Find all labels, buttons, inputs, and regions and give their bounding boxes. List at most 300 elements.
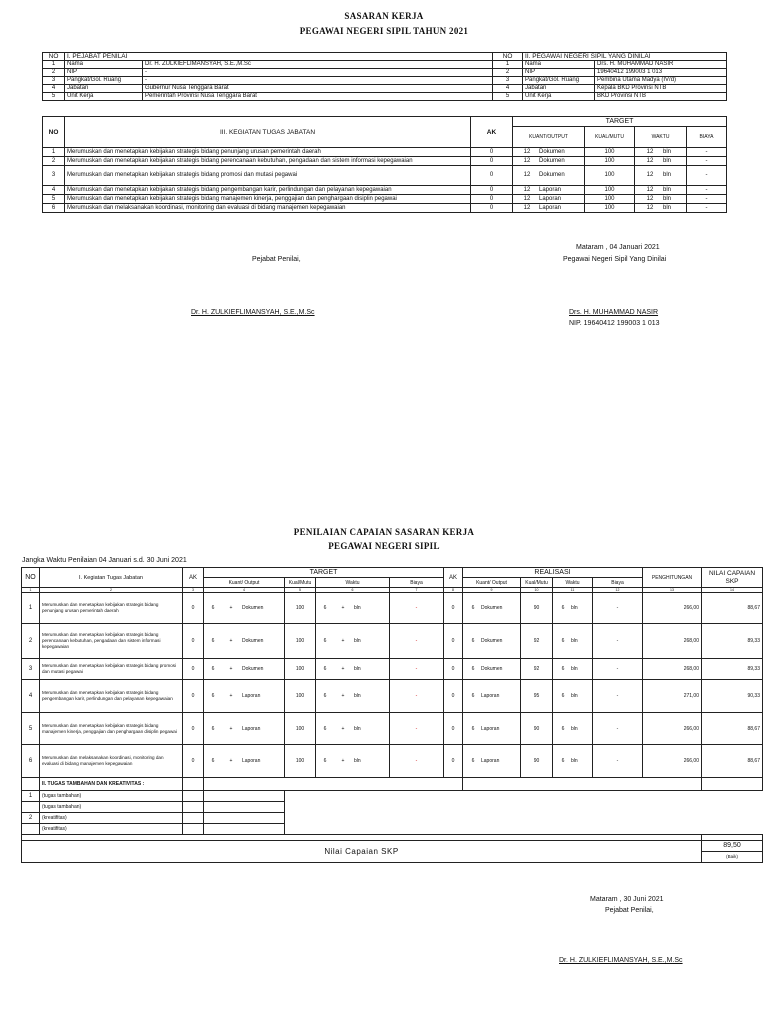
task-text: Merumuskan dan menetapkan kebijakan strategis bidang promosi dan mutasi pegawai	[65, 166, 471, 186]
task-qty: 12	[523, 172, 531, 178]
task-waktu-unit: bln	[663, 186, 672, 193]
official-field: Jabatan	[65, 85, 143, 93]
p-row-t-waktu	[316, 593, 390, 624]
task-biaya: -	[687, 157, 727, 166]
p-r-kuant: Kuant/ Output	[463, 578, 521, 588]
p-row-r-ak: 0	[444, 659, 463, 680]
p-r-wunit: bln	[571, 605, 578, 611]
extra-no	[22, 802, 40, 813]
p-extra-real-block	[463, 778, 702, 791]
p-r-wunit: bln	[571, 638, 578, 644]
column-number: 14	[702, 588, 763, 593]
p-ak-header: AK	[183, 568, 204, 588]
official-left-value: Dr. H. ZULKIEFLIMANSYAH, S.E.,M.Sc	[143, 61, 493, 69]
p-t-w-sym: +	[341, 758, 345, 764]
p-r-kual: Kual/Mutu	[521, 578, 553, 588]
task-waktu-value: 12	[646, 172, 654, 178]
p-t-wunit: bln	[354, 638, 361, 644]
task-row	[43, 148, 727, 157]
p-summary-value: 89,50	[702, 841, 762, 852]
official-right-value: Kepala BKD Provinsi NTB	[595, 85, 727, 93]
p-t-w: 6	[323, 758, 327, 764]
column-number: 2	[40, 588, 183, 593]
target-col-biaya: BIAYA	[687, 127, 727, 148]
pejabat-penilai-header: I. PEJABAT PENILAI	[65, 53, 493, 61]
task-waktu	[635, 166, 687, 186]
p-row-t-kuant	[204, 593, 285, 624]
p-r-qty: 6	[471, 666, 475, 672]
p-row-r-kuant	[463, 624, 521, 659]
task-waktu-unit: bln	[663, 195, 672, 202]
official-left-value: Pemerintah Provinsi Nusa Tenggara Barat	[143, 93, 493, 101]
p-row-ak: 0	[183, 680, 204, 713]
p-row-t-mutu: 100	[285, 624, 316, 659]
column-number: 5	[285, 588, 316, 593]
p-row-t-biaya: -	[390, 713, 444, 745]
p-target-header: TARGET	[204, 568, 444, 578]
p-row-nilai: 89,33	[702, 659, 763, 680]
p-t-w: 6	[323, 605, 327, 611]
doc1-left-sig-label: Pejabat Penilai,	[252, 256, 301, 263]
task-no: 5	[43, 195, 65, 204]
task-ak: 0	[471, 195, 513, 204]
p-r-w: 6	[561, 725, 565, 732]
task-unit: Dokumen	[539, 148, 565, 155]
p-row-no: 4	[22, 680, 40, 713]
doc1-subtitle: PEGAWAI NEGERI SIPIL TAHUN 2021	[299, 26, 469, 36]
p-row-t-biaya: -	[390, 680, 444, 713]
task-waktu-unit: bln	[663, 157, 672, 164]
task-kuant	[513, 195, 585, 204]
p-task-header: I. Kegiatan Tugas Jabatan	[40, 568, 183, 588]
p-row-r-mutu: 90	[521, 593, 553, 624]
p-t-unit: Laporan	[242, 693, 261, 699]
task-no: 1	[43, 148, 65, 157]
p-row-r-biaya: -	[593, 680, 643, 713]
p-r-qty: 6	[471, 638, 475, 644]
p-summary-cell	[702, 841, 763, 863]
p-r-w: 6	[561, 758, 565, 764]
official-row	[43, 93, 727, 101]
p-no-header: NO	[22, 568, 40, 588]
penilaian-row	[22, 713, 763, 745]
p-ak-real-header: AK	[444, 568, 463, 588]
task-kuant	[513, 186, 585, 195]
doc2-title: PENILAIAN CAPAIAN SASARAN KERJA	[293, 527, 475, 537]
ak-header: AK	[471, 117, 513, 148]
task-ak: 0	[471, 157, 513, 166]
extra-text: (tugas tambahan)	[40, 802, 183, 813]
p-t-wunit: bln	[354, 666, 361, 672]
task-mutu: 100	[585, 148, 635, 157]
extra-nilai	[204, 813, 285, 824]
official-no: 5	[43, 93, 65, 101]
p-row-no: 6	[22, 745, 40, 778]
p-t-unit: Laporan	[242, 725, 261, 732]
column-number: 10	[521, 588, 553, 593]
p-t-sym: +	[229, 666, 233, 672]
p-t-w-sym: +	[341, 666, 345, 672]
p-row-ak: 0	[183, 745, 204, 778]
official-no: 3	[43, 77, 65, 85]
p-row-r-ak: 0	[444, 593, 463, 624]
p-r-wunit: bln	[571, 666, 578, 672]
p-r-w: 6	[561, 666, 565, 672]
p-row-t-biaya: -	[390, 745, 444, 778]
penilaian-row	[22, 680, 763, 713]
p-row-t-mutu: 100	[285, 680, 316, 713]
p-row-no: 3	[22, 659, 40, 680]
penilaian-table	[21, 567, 763, 863]
target-col-waktu: WAKTU	[635, 127, 687, 148]
official-right-value: Drs. H. MUHAMMAD NASIR	[595, 61, 727, 69]
task-mutu: 100	[585, 195, 635, 204]
column-number: 13	[643, 588, 702, 593]
extra-row	[22, 824, 763, 835]
official-no-right: 2	[493, 69, 523, 77]
p-row-hitung: 266,00	[643, 593, 702, 624]
p-row-t-biaya: -	[390, 624, 444, 659]
p-r-waktu: Waktu	[553, 578, 593, 588]
p-row-r-mutu: 90	[521, 745, 553, 778]
task-biaya: -	[687, 186, 727, 195]
extra-row	[22, 791, 763, 802]
task-ak: 0	[471, 166, 513, 186]
task-waktu-value: 12	[646, 186, 654, 193]
p-row-r-ak: 0	[444, 745, 463, 778]
p-row-t-waktu	[316, 680, 390, 713]
p-t-qty: 6	[211, 605, 215, 611]
task-waktu	[635, 157, 687, 166]
column-number: 11	[553, 588, 593, 593]
p-r-w: 6	[561, 605, 565, 611]
task-biaya: -	[687, 204, 727, 213]
penilaian-row	[22, 624, 763, 659]
doc2-sig-name: Dr. H. ZULKIEFLIMANSYAH, S.E.,M.Sc	[559, 957, 683, 964]
doc1-right-sig-nip: NIP. 19640412 199003 1 013	[569, 320, 660, 327]
p-row-r-mutu: 92	[521, 659, 553, 680]
column-number: 12	[593, 588, 643, 593]
p-t-qty: 6	[211, 638, 215, 644]
p-row-r-ak: 0	[444, 713, 463, 745]
p-row-nilai: 90,33	[702, 680, 763, 713]
doc1-left-sig-name: Dr. H. ZULKIEFLIMANSYAH, S.E.,M.Sc	[191, 309, 315, 316]
p-r-unit: Laporan	[481, 758, 500, 764]
task-waktu	[635, 195, 687, 204]
official-no: 2	[43, 69, 65, 77]
extra-text: (kreatifitas)	[40, 813, 183, 824]
p-row-r-kuant	[463, 593, 521, 624]
task-mutu: 100	[585, 157, 635, 166]
task-row	[43, 204, 727, 213]
p-realisasi-header: REALISASI	[463, 568, 643, 578]
p-r-wunit: bln	[571, 758, 578, 764]
task-no: 4	[43, 186, 65, 195]
p-row-t-kuant	[204, 713, 285, 745]
task-unit: Laporan	[539, 195, 562, 202]
penilaian-row	[22, 593, 763, 624]
p-row-r-biaya: -	[593, 659, 643, 680]
p-t-unit: Dokumen	[242, 638, 264, 644]
p-row-r-kuant	[463, 713, 521, 745]
p-row-t-kuant	[204, 659, 285, 680]
p-row-ak: 0	[183, 593, 204, 624]
task-mutu: 100	[585, 204, 635, 213]
task-biaya: -	[687, 195, 727, 204]
p-row-task: Merumuskan dan menetapkan kebijakan strategis bidang penunjang urusan pemerintah daerah	[40, 593, 183, 624]
p-row-task: Merumuskan dan menetapkan kebijakan strategis bidang promosi dan mutasi pegawai	[40, 659, 183, 680]
p-row-r-biaya: -	[593, 713, 643, 745]
task-waktu-value: 12	[646, 148, 654, 155]
task-biaya: -	[687, 166, 727, 186]
p-row-r-waktu	[553, 680, 593, 713]
task-waktu-unit: bln	[663, 172, 672, 178]
p-t-w-sym: +	[341, 638, 345, 644]
task-waktu-value: 12	[646, 157, 654, 164]
p-row-no: 2	[22, 624, 40, 659]
p-extra-nilai	[702, 778, 763, 791]
task-no: 2	[43, 157, 65, 166]
task-text: Merumuskan dan menetapkan kebijakan strategis bidang perencanaan kebutuhan, pengadaan dan sistem informasi kepegawaian	[65, 157, 471, 166]
task-kuant	[513, 157, 585, 166]
p-row-t-mutu: 100	[285, 745, 316, 778]
task-biaya: -	[687, 148, 727, 157]
extra-no: 2	[22, 813, 40, 824]
official-left-value: -	[143, 77, 493, 85]
p-row-nilai: 89,33	[702, 624, 763, 659]
p-row-t-kuant	[204, 624, 285, 659]
p-row-hitung: 268,00	[643, 624, 702, 659]
p-t-unit: Laporan	[242, 758, 261, 764]
extra-nilai	[204, 802, 285, 813]
extra-text: (kreatifitas)	[40, 824, 183, 835]
doc1-title: SASARAN KERJA	[344, 11, 424, 21]
p-t-qty: 6	[211, 725, 215, 732]
p-row-hitung: 268,00	[643, 659, 702, 680]
p-row-r-waktu	[553, 624, 593, 659]
task-qty: 12	[523, 195, 531, 202]
task-text: Merumuskan dan melaksanakan koordinasi, monitoring dan evaluasi di bidang manajemen kepegawaian	[65, 204, 471, 213]
task-row	[43, 157, 727, 166]
p-r-unit: Laporan	[481, 693, 500, 699]
column-number: 8	[444, 588, 463, 593]
official-no-right: 4	[493, 85, 523, 93]
p-summary-label: Nilai Capaian SKP	[22, 841, 702, 863]
official-no-right: 1	[493, 61, 523, 69]
doc1-place-date: Mataram , 04 Januari 2021	[576, 244, 660, 251]
task-row	[43, 186, 727, 195]
p-t-sym: +	[229, 758, 233, 764]
p-summary-grade: (Baik)	[726, 854, 738, 859]
target-header: TARGET	[513, 117, 727, 127]
extra-ak	[183, 791, 204, 802]
p-row-t-waktu	[316, 713, 390, 745]
p-row-r-biaya: -	[593, 745, 643, 778]
p-t-biaya: Biaya	[390, 578, 444, 588]
p-row-nilai: 88,67	[702, 713, 763, 745]
p-row-t-waktu	[316, 745, 390, 778]
extra-no	[22, 824, 40, 835]
official-field-right: Unit Kerja	[523, 93, 595, 101]
p-row-t-kuant	[204, 680, 285, 713]
no-header-right: NO	[493, 53, 523, 61]
p-extra-header: II. TUGAS TAMBAHAN DAN KREATIVITAS :	[40, 778, 183, 791]
p-t-qty: 6	[211, 758, 215, 764]
p-extra-target-block	[204, 778, 463, 791]
p-row-r-kuant	[463, 745, 521, 778]
official-row	[43, 69, 727, 77]
p-r-w: 6	[561, 693, 565, 699]
p-row-no: 5	[22, 713, 40, 745]
extra-no: 1	[22, 791, 40, 802]
task-waktu	[635, 148, 687, 157]
p-row-ak: 0	[183, 713, 204, 745]
official-no-right: 3	[493, 77, 523, 85]
penilaian-row	[22, 659, 763, 680]
p-t-kuant: Kuant/ Output	[204, 578, 285, 588]
doc2-subtitle: PEGAWAI NEGERI SIPIL	[328, 541, 440, 551]
p-row-task: Merumuskan dan menetapkan kebijakan strategis bidang pengembangan karir, perlindungan dan pelayanan kepegawaian	[40, 680, 183, 713]
official-right-value: Pembina Utama Madya (IV/d)	[595, 77, 727, 85]
p-nilai-header: NILAI CAPAIAN SKP	[702, 568, 763, 588]
official-field: Nama	[65, 61, 143, 69]
p-t-w: 6	[323, 693, 327, 699]
official-field-right: Nama	[523, 61, 595, 69]
p-row-task: Merumuskan dan menetapkan kebijakan strategis bidang manajemen kinerja, penggajian dan penghargaan disiplin pegawai	[40, 713, 183, 745]
pns-dinilai-header: II. PEGAWAI NEGERI SIPIL YANG DINILAI	[523, 53, 727, 61]
official-row	[43, 77, 727, 85]
task-qty: 12	[523, 204, 531, 211]
task-waktu-unit: bln	[663, 148, 672, 155]
p-r-biaya: Biaya	[593, 578, 643, 588]
task-unit: Dokumen	[539, 157, 565, 164]
task-unit: Dokumen	[539, 172, 565, 178]
p-row-t-mutu: 100	[285, 713, 316, 745]
extra-row	[22, 802, 763, 813]
p-t-sym: +	[229, 725, 233, 732]
p-extra-ak	[183, 778, 204, 791]
p-t-w: 6	[323, 666, 327, 672]
extra-ak	[183, 824, 204, 835]
official-row	[43, 61, 727, 69]
column-number: 1	[22, 588, 40, 593]
p-t-unit: Dokumen	[242, 666, 264, 672]
p-row-r-mutu: 90	[521, 713, 553, 745]
task-text: Merumuskan dan menetapkan kebijakan strategis bidang manajemen kinerja, penggajian dan penghargaan disiplin pegawai	[65, 195, 471, 204]
task-qty: 12	[523, 148, 531, 155]
p-row-t-biaya: -	[390, 593, 444, 624]
p-t-sym: +	[229, 638, 233, 644]
p-t-qty: 6	[211, 666, 215, 672]
official-no: 1	[43, 61, 65, 69]
official-field: Pangkat/Gol. Ruang	[65, 77, 143, 85]
p-row-t-mutu: 100	[285, 659, 316, 680]
extra-text: (tugas tambahan)	[40, 791, 183, 802]
task-waktu-unit: bln	[663, 204, 672, 211]
p-row-r-ak: 0	[444, 624, 463, 659]
p-r-qty: 6	[471, 725, 475, 732]
doc1-right-sig-label: Pegawai Negeri Sipil Yang Dinilai	[563, 256, 667, 263]
p-row-t-waktu	[316, 659, 390, 680]
p-row-no: 1	[22, 593, 40, 624]
doc1-right-sig-name: Drs. H. MUHAMMAD NASIR	[569, 309, 659, 316]
task-kuant	[513, 204, 585, 213]
extra-ak	[183, 802, 204, 813]
p-row-r-ak: 0	[444, 680, 463, 713]
p-row-r-waktu	[553, 745, 593, 778]
task-mutu: 100	[585, 186, 635, 195]
doc2-sig-label: Pejabat Penilai,	[605, 907, 654, 914]
p-t-kual: Kual/Mutu	[285, 578, 316, 588]
extra-ak	[183, 813, 204, 824]
p-t-unit: Dokumen	[242, 605, 264, 611]
official-field-right: NIP	[523, 69, 595, 77]
official-field-right: Pangkat/Gol. Ruang	[523, 77, 595, 85]
column-number: 7	[390, 588, 444, 593]
p-row-t-mutu: 100	[285, 593, 316, 624]
extra-row	[22, 813, 763, 824]
official-field: NIP	[65, 69, 143, 77]
task-mutu: 100	[585, 166, 635, 186]
p-r-wunit: bln	[571, 725, 578, 732]
p-t-w-sym: +	[341, 725, 345, 732]
p-row-t-kuant	[204, 745, 285, 778]
p-row-nilai: 88,67	[702, 593, 763, 624]
doc2-place-date: Mataram , 30 Juni 2021	[590, 896, 664, 903]
p-row-t-biaya: -	[390, 659, 444, 680]
task-waktu	[635, 186, 687, 195]
task-row	[43, 166, 727, 186]
p-t-sym: +	[229, 605, 233, 611]
p-r-w: 6	[561, 638, 565, 644]
p-t-waktu: Waktu	[316, 578, 390, 588]
p-extra-no	[22, 778, 40, 791]
p-r-unit: Laporan	[481, 725, 500, 732]
task-text: Merumuskan dan menetapkan kebijakan strategis bidang pengembangan karir, perlindungan dan pelayanan kepegawaian	[65, 186, 471, 195]
p-row-r-kuant	[463, 659, 521, 680]
official-right-value: BKD Provinsi NTB	[595, 93, 727, 101]
p-t-qty: 6	[211, 693, 215, 699]
p-t-w: 6	[323, 725, 327, 732]
task-unit: Laporan	[539, 186, 562, 193]
p-row-r-waktu	[553, 659, 593, 680]
p-row-nilai: 88,67	[702, 745, 763, 778]
skp-officials-table	[42, 52, 727, 101]
task-waktu	[635, 204, 687, 213]
doc2-period: Jangka Waktu Penilaian 04 Januari s.d. 30 Juni 2021	[22, 557, 187, 564]
p-t-w: 6	[323, 638, 327, 644]
official-right-value: 19640412 199003 1 013	[595, 69, 727, 77]
task-kuant	[513, 148, 585, 157]
task-no: 3	[43, 166, 65, 186]
p-r-unit: Dokumen	[481, 638, 503, 644]
p-r-qty: 6	[471, 758, 475, 764]
task-no: 6	[43, 204, 65, 213]
p-row-r-waktu	[553, 593, 593, 624]
official-left-value: Gubernur Nusa Tenggara Barat	[143, 85, 493, 93]
p-perhitungan-header: PENGHITUNGAN	[643, 568, 702, 588]
task-ak: 0	[471, 148, 513, 157]
no-header: NO	[43, 53, 65, 61]
task-qty: 12	[523, 186, 531, 193]
p-row-hitung: 266,00	[643, 745, 702, 778]
p-row-ak: 0	[183, 624, 204, 659]
p-row-r-kuant	[463, 680, 521, 713]
p-row-r-mutu: 92	[521, 624, 553, 659]
task-row	[43, 195, 727, 204]
penilaian-row	[22, 745, 763, 778]
p-row-ak: 0	[183, 659, 204, 680]
